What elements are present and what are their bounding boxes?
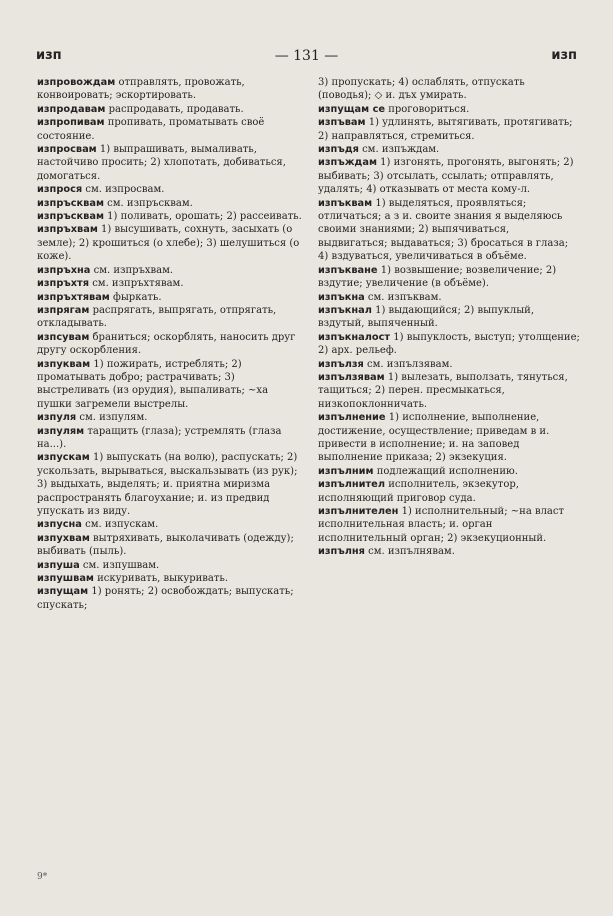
- entry-headword: изпръхна: [37, 264, 91, 276]
- entry-definition: таращить (глаза); устремлять (глаза на...).: [37, 425, 282, 450]
- entry-definition: распрягать, выпрягать, отпрягать, откладывать.: [37, 304, 277, 330]
- dictionary-entry: [37, 264, 305, 277]
- entry-headword: изпушвам: [37, 573, 94, 585]
- entry-headword: изпусна: [37, 519, 82, 531]
- dictionary-entry: [318, 545, 580, 558]
- entry-headword: изпъвам: [318, 117, 366, 129]
- dictionary-entry: [318, 116, 580, 143]
- entry-headword: изпръхтя: [37, 278, 89, 290]
- dictionary-entry: [318, 103, 580, 116]
- entry-definition: 1) вылезать, выползать, тянуться, тащиться; 2) перен. пресмыкаться, низкопоклонничать.: [318, 371, 568, 410]
- entry-headword: изпровождам: [37, 77, 116, 88]
- entry-definition: см. изпросвам.: [85, 184, 165, 196]
- dictionary-entry: [318, 465, 580, 478]
- dictionary-entry: [37, 559, 305, 572]
- entry-definition: 1) выпускать (на волю), распускать; 2) ускользать, вырываться, выскальзывать (из рук); 3) выдыхать, выделять; и. приятна миризма распространять благоухание; и. из предвид упускать из виду.: [37, 452, 298, 517]
- entry-definition: 1) ронять; 2) освобождать; выпускать; спускать;: [37, 586, 294, 611]
- entry-definition: пропивать, проматывать своё состояние.: [37, 117, 265, 142]
- entry-definition: подлежащий исполнению.: [376, 465, 518, 477]
- entry-headword: изпуша: [37, 559, 80, 571]
- right-column: [318, 76, 580, 559]
- entry-definition: 1) выпрашивать, вымаливать, настойчиво просить; 2) хлопотать, добиваться, домогаться.: [37, 144, 286, 182]
- entry-headword: изпълня: [318, 546, 365, 558]
- entry-definition: 1) исполнение, выполнение, достижение, осуществление; приведам в и. привести в исполнение; и. на заповед выполнение приказа; 2) экзекуция.: [318, 412, 550, 464]
- entry-headword: изпсувам: [37, 331, 90, 343]
- entry-definition: 1) возвышение; возвеличение; 2) вздутие; увеличение (в объёме).: [318, 264, 557, 290]
- entry-definition: см. изпъждам.: [362, 144, 440, 156]
- entry-headword: изпрягам: [37, 304, 90, 316]
- entry-headword: изпълнителен: [318, 506, 399, 517]
- entry-headword: изпулям: [37, 425, 85, 437]
- dictionary-entry: [318, 143, 580, 156]
- entry-definition: 1) исполнительный; ~на власт исполнительная власть; и. орган исполнительный орган; 2) экзекуционный.: [318, 506, 565, 544]
- entry-definition: см. изпъквам.: [367, 291, 442, 303]
- entry-definition: проговориться.: [388, 103, 470, 115]
- entry-headword: изпуквам: [37, 358, 91, 370]
- entry-headword: изпръсквам: [37, 197, 104, 209]
- entry-headword: изпръхтявам: [37, 291, 110, 303]
- entry-headword: изпродавам: [37, 103, 106, 115]
- dictionary-entry: [37, 76, 305, 103]
- entry-headword: изпъкване: [318, 264, 378, 276]
- dictionary-entry: [37, 210, 305, 223]
- dictionary-entry: [318, 371, 580, 411]
- dictionary-entry: [37, 304, 305, 331]
- entry-headword: изпълним: [318, 465, 374, 477]
- entry-definition: 3) пропускать; 4) ослаблять, отпускать (поводья); ◇ и. дъх умирать.: [318, 77, 525, 102]
- dictionary-entry: [318, 331, 580, 358]
- entry-definition: см. изпръхтявам.: [92, 278, 184, 290]
- entry-headword: изпросвам: [37, 144, 97, 156]
- entry-definition: исполнитель, экзекутор, исполняющий приговор суда.: [318, 479, 519, 504]
- entry-headword: изпъкналост: [318, 331, 391, 343]
- entry-headword: изпущам: [37, 586, 89, 598]
- entry-headword: изпръхвам: [37, 224, 98, 236]
- entry-headword: изпълнение: [318, 412, 386, 424]
- dictionary-entry: [318, 411, 580, 465]
- header-left-guide-word: изп: [36, 48, 62, 63]
- running-header: [0, 48, 613, 68]
- dictionary-entry: [37, 532, 305, 559]
- entry-headword: изпъкнал: [318, 304, 372, 316]
- dictionary-entry: [37, 223, 305, 263]
- entry-headword: изпъждам: [318, 157, 377, 169]
- entry-headword: изпъкна: [318, 291, 365, 303]
- dictionary-entry: [318, 358, 580, 371]
- entry-definition: см. изпълзявам.: [367, 358, 453, 370]
- dictionary-entry: [37, 518, 305, 531]
- entry-definition: см. изпръсквам.: [107, 197, 193, 209]
- dictionary-entry: [318, 264, 580, 291]
- dictionary-entry: [37, 116, 305, 143]
- entry-headword: изпускам: [37, 452, 90, 464]
- dictionary-entry: [37, 103, 305, 116]
- page-number: — 131 —: [274, 48, 339, 64]
- dictionary-entry: [318, 505, 580, 545]
- entry-definition: отправлять, провожать, конвоировать; эскортировать.: [37, 77, 245, 102]
- entry-definition: см. изпръхвам.: [93, 264, 174, 276]
- dictionary-entry: [37, 197, 305, 210]
- entry-definition: 1) удлинять, вытягивать, протягивать; 2) направляться, стремиться.: [318, 117, 573, 142]
- entry-headword: изпълзявам: [318, 371, 385, 383]
- entry-definition: браниться; оскорблять, наносить друг другу оскорбления.: [37, 331, 296, 357]
- dictionary-entry: [37, 451, 305, 518]
- dictionary-entry: [318, 304, 580, 331]
- entry-headword: изпъквам: [318, 197, 373, 209]
- entry-definition: 1) изгонять, прогонять, выгонять; 2) выбивать; 3) отсылать, ссылать; отправлять, удалять; 4) отказывать от места кому-л.: [318, 157, 574, 196]
- left-column: [37, 76, 305, 612]
- entry-definition: см. изпълнявам.: [368, 546, 455, 558]
- dictionary-entry: [37, 291, 305, 304]
- dictionary-entry: [318, 291, 580, 304]
- entry-definition: искуривать, выкуривать.: [97, 573, 229, 585]
- dictionary-entry: [37, 358, 305, 412]
- dictionary-entry: [318, 197, 580, 264]
- entry-definition: 1) пожирать, истреблять; 2) проматывать добро; растрачивать; 3) выстреливать (из орудия), выпаливать; ~ха пушки загремели выстрелы.: [37, 358, 269, 410]
- dictionary-entry: [37, 183, 305, 196]
- entry-definition: 1) поливать, орошать; 2) рассеивать.: [107, 211, 302, 223]
- entry-definition: распродавать, продавать.: [108, 103, 244, 115]
- dictionary-entry: [318, 478, 580, 505]
- dictionary-entry: [37, 585, 305, 612]
- header-right-guide-word: изп: [551, 48, 577, 63]
- entry-headword: изпропивам: [37, 117, 105, 129]
- entry-headword: изпръсквам: [37, 211, 104, 223]
- entry-definition: 1) высушивать, сохнуть, засыхать (о земле); 2) крошиться (о хлебе); 3) шелушиться (о коже).: [37, 224, 300, 263]
- entry-definition: фыркать.: [113, 291, 162, 303]
- entry-definition: 1) выдающийся; 2) выпуклый, вздутый, выпяченный.: [318, 304, 535, 330]
- entry-headword: изпухвам: [37, 532, 90, 544]
- entry-definition: см. изпулям.: [79, 412, 148, 424]
- entry-definition: вытряхивать, выколачивать (одежду); выбивать (пыль).: [37, 532, 294, 558]
- entry-definition: 1) выделяться, проявляться; отличаться; а з и. своите знания я выделяюсь своими знаниями; 2) выпячиваться, выдвигаться; выдаваться; 3) бросаться в глаза; 4) вздуваться, увеличиваться в объёме.: [318, 197, 569, 263]
- dictionary-entry: [37, 572, 305, 585]
- entry-headword: изпрося: [37, 184, 83, 196]
- dictionary-entry: [318, 76, 580, 103]
- dictionary-entry: [37, 331, 305, 358]
- dictionary-entry: [37, 425, 305, 452]
- entry-headword: изпущам се: [318, 103, 386, 115]
- entry-headword: изпълзя: [318, 358, 364, 370]
- dictionary-entry: [318, 156, 580, 196]
- folio-mark: 9*: [37, 872, 48, 882]
- entry-headword: изпъдя: [318, 144, 359, 156]
- entry-headword: изпълнител: [318, 479, 385, 491]
- dictionary-entry: [37, 143, 305, 183]
- entry-headword: изпуля: [37, 412, 77, 424]
- entry-definition: см. изпускам.: [85, 519, 159, 531]
- dictionary-entry: [37, 411, 305, 424]
- entry-definition: см. изпушвам.: [82, 559, 160, 571]
- dictionary-entry: [37, 277, 305, 290]
- entry-definition: 1) выпуклость, выступ; утолщение; 2) арх. рельеф.: [318, 331, 580, 357]
